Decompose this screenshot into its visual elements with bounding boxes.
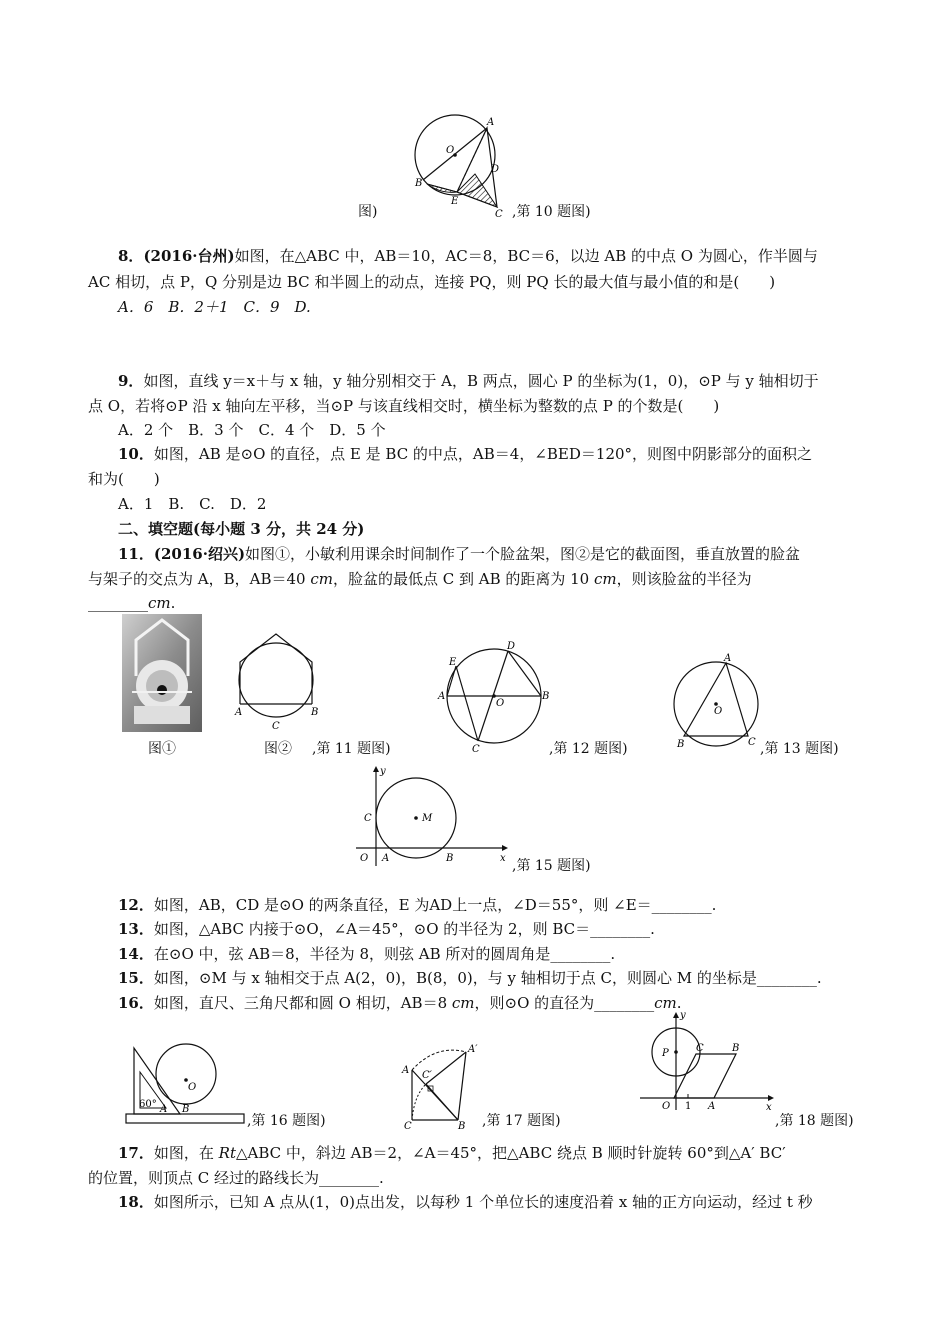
question-8-line-2: AC 相切，点 P，Q 分别是边 BC 和半圆上的动点，连接 PQ，则 PQ 长的最大值与最小值的和是( ): [88, 273, 776, 291]
figure-q10-tail: 图): [358, 204, 378, 220]
question-10-text: 如图，AB 是⊙O 的直径，点 E 是 BC 的中点，AB＝4，∠BED＝120°，则图中阴影部分的面积之: [153, 445, 813, 463]
question-16-unit-2: cm: [654, 994, 677, 1012]
svg-text:C′: C′: [422, 1070, 432, 1081]
svg-text:B: B: [458, 1121, 466, 1132]
svg-text:D: D: [507, 641, 516, 652]
figure-13: [666, 652, 766, 750]
svg-text:O: O: [360, 853, 369, 864]
question-16-unit-1: cm: [451, 994, 475, 1012]
question-11-line-3: [88, 593, 863, 613]
question-16-end: .: [676, 994, 682, 1012]
figure-11-caption: ,第 11 题图): [312, 741, 391, 757]
svg-text:O: O: [446, 145, 455, 156]
question-18-line-1: [118, 1192, 893, 1212]
question-11-end: .: [170, 594, 176, 612]
question-11-unit-1: cm: [310, 570, 333, 588]
figure-18-caption: ,第 18 题图): [775, 1113, 854, 1129]
question-11-text: 如图①，小敏利用课余时间制作了一个脸盆架，图②是它的截面图，垂直放置的脸盆: [245, 545, 801, 563]
svg-text:C: C: [495, 209, 503, 220]
question-10-number: 10．: [118, 445, 154, 463]
svg-text:D: D: [491, 164, 500, 175]
question-17-text-a: 如图，在: [153, 1144, 219, 1162]
question-8-options: A．6 B．2＋1 C．9 D.: [118, 298, 311, 316]
svg-text:B: B: [446, 853, 454, 864]
question-10-options: A．1 B. C. D．2: [118, 495, 267, 513]
svg-text:O: O: [188, 1082, 197, 1093]
svg-text:O: O: [662, 1101, 671, 1112]
question-12-number: 12．: [118, 896, 154, 914]
svg-text:O: O: [714, 706, 723, 717]
figure-16-caption: ,第 16 题图): [247, 1113, 326, 1129]
svg-text:A: A: [708, 1101, 716, 1112]
question-13-number: 13．: [118, 920, 154, 938]
svg-text:C: C: [748, 737, 756, 748]
figure-11-photo-label: 图①: [148, 741, 176, 757]
svg-text:M: M: [422, 813, 433, 824]
figure-18: [636, 1010, 778, 1114]
question-17-line-2: 的位置，则顶点 C 经过的路线长为________.: [88, 1169, 384, 1187]
svg-text:B: B: [182, 1104, 190, 1115]
svg-text:A: A: [382, 853, 390, 864]
question-11-blank: ________: [88, 594, 148, 612]
svg-text:C: C: [272, 721, 280, 732]
svg-text:A: A: [235, 707, 243, 718]
question-15-text: 如图，⊙M 与 x 轴相交于点 A(2，0)，B(8，0)，与 y 轴相切于点 C，则圆心 M 的坐标是________.: [153, 969, 822, 987]
question-11-line-2: [88, 569, 863, 589]
svg-text:P: P: [662, 1048, 669, 1059]
question-11-unit-3: cm: [148, 594, 171, 612]
question-11-unit-2: cm: [594, 570, 617, 588]
question-17-line-1: [118, 1143, 893, 1163]
question-14-text: 在⊙O 中，弦 AB＝8，半径为 8，则弦 AB 所对的圆周角是________.: [153, 945, 616, 963]
question-15: [118, 968, 893, 988]
question-18-number: 18．: [118, 1193, 154, 1211]
figure-q10: [405, 112, 515, 220]
figure-17-caption: ,第 17 题图): [482, 1113, 561, 1129]
svg-text:C: C: [364, 813, 372, 824]
question-13: [118, 919, 893, 939]
svg-text:x: x: [766, 1102, 772, 1113]
svg-text:B: B: [732, 1043, 740, 1054]
question-8-number: 8．: [118, 247, 144, 265]
question-8-source: (2016·台州): [143, 247, 235, 265]
figure-12: [434, 638, 554, 754]
figure-17: [396, 1040, 486, 1132]
question-16-text-a: 如图，直尺、三角尺都和圆 O 相切，AB＝8: [153, 994, 452, 1012]
question-11-text-b: ，脸盆的最低点 C 到 AB 的距离为 10: [332, 570, 594, 588]
figure-q10-caption: ,第 10 题图): [512, 204, 591, 220]
question-16-number: 16．: [118, 994, 154, 1012]
svg-text:C: C: [472, 744, 480, 754]
figure-16-angle: 60°: [139, 1099, 157, 1110]
question-17-number: 17．: [118, 1144, 154, 1162]
svg-text:B: B: [311, 707, 319, 718]
svg-text:A′: A′: [468, 1044, 478, 1055]
svg-text:C: C: [404, 1121, 412, 1132]
svg-text:B: B: [677, 739, 685, 750]
figure-11-section: [232, 628, 324, 738]
question-9-line-1: [118, 371, 893, 391]
svg-text:B: B: [415, 178, 423, 189]
question-9-options: A．2 个 B．3 个 C．4 个 D．5 个: [118, 421, 386, 439]
figure-15-caption: ,第 15 题图): [512, 858, 591, 874]
svg-text:B: B: [542, 691, 550, 702]
question-9-number: 9．: [118, 372, 144, 390]
question-12-text: 如图，AB，CD 是⊙O 的两条直径，E 为AD上一点，∠D＝55°，则 ∠E＝________.: [153, 896, 717, 914]
svg-text:x: x: [500, 853, 506, 864]
svg-text:A: A: [724, 653, 732, 664]
svg-text:A: A: [402, 1065, 410, 1076]
question-9-line-2: 点 O，若将⊙P 沿 x 轴向左平移，当⊙P 与该直线相交时，横坐标为整数的点 P 的个数是( ): [88, 397, 720, 415]
question-12: [118, 895, 893, 915]
question-11-text-a: 与架子的交点为 A，B，AB＝40: [88, 570, 311, 588]
figure-16: [122, 1040, 250, 1126]
svg-text:y: y: [680, 1010, 686, 1021]
svg-text:E: E: [451, 196, 459, 207]
question-15-number: 15．: [118, 969, 154, 987]
question-10-line-2: 和为( ): [88, 470, 160, 488]
question-10-line-1: [118, 444, 893, 464]
question-11-line-1: [118, 544, 893, 564]
figure-15: [352, 766, 512, 870]
question-18-text: 如图所示，已知 A 点从(1，0)点出发，以每秒 1 个单位长的速度沿着 x 轴的正方向运动，经过 t 秒: [153, 1193, 813, 1211]
figure-11-section-label: 图②: [264, 741, 292, 757]
svg-text:A: A: [160, 1104, 168, 1115]
svg-text:y: y: [380, 766, 386, 777]
question-11-number: 11．: [118, 545, 154, 563]
question-11-text-c: ，则该脸盆的半径为: [616, 570, 752, 588]
svg-text:E: E: [449, 657, 457, 668]
figure-11-photo: [122, 614, 202, 732]
figure-13-caption: ,第 13 题图): [760, 741, 839, 757]
question-8-line-1: [118, 246, 893, 266]
question-9-text: 如图，直线 y＝x＋与 x 轴，y 轴分别相交于 A，B 两点，圆心 P 的坐标为(1，0)，⊙P 与 y 轴相切于: [143, 372, 819, 390]
question-17-rt: Rt: [218, 1144, 236, 1162]
question-16-text-b: ，则⊙O 的直径为________: [474, 994, 655, 1012]
section-2-heading: 二、填空题(每小题 3 分，共 24 分): [118, 520, 365, 538]
question-14-number: 14．: [118, 945, 154, 963]
question-13-text: 如图，△ABC 内接于⊙O，∠A＝45°，⊙O 的半径为 2，则 BC＝________.: [153, 920, 655, 938]
question-11-source: (2016·绍兴): [153, 545, 246, 563]
question-8-text: 如图，在△ABC 中，AB＝10，AC＝8，BC＝6，以边 AB 的中点 O 为圆心，作半圆与: [234, 247, 818, 265]
svg-text:A: A: [487, 117, 495, 128]
svg-text:O: O: [496, 698, 505, 709]
svg-text:A: A: [438, 691, 446, 702]
svg-text:1: 1: [685, 1101, 692, 1112]
figure-12-caption: ,第 12 题图): [549, 741, 628, 757]
question-14: [118, 944, 893, 964]
svg-text:C: C: [696, 1043, 704, 1054]
question-17-text-b: △ABC 中，斜边 AB＝2，∠A＝45°，把△ABC 绕点 B 顺时针旋转 60°到△A′ BC′: [235, 1144, 786, 1162]
